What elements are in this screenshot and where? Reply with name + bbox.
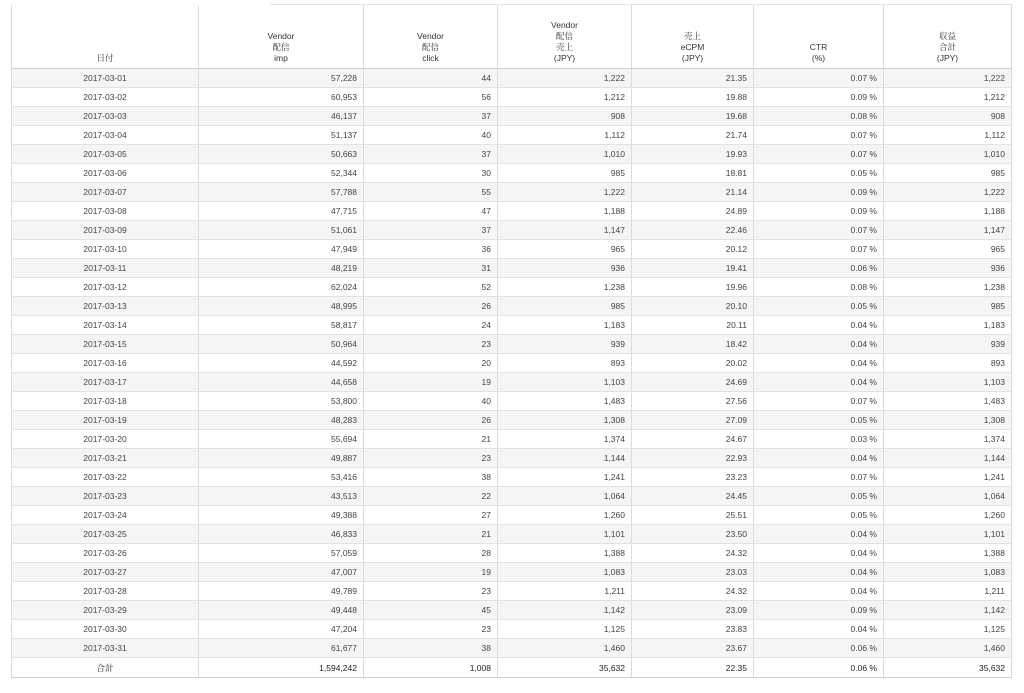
cell-ecpm: 23.83 xyxy=(632,620,754,639)
cell-date: 2017-03-09 xyxy=(12,221,199,240)
cell-ecpm: 20.12 xyxy=(632,240,754,259)
header-date[interactable] xyxy=(12,5,199,69)
cell-ctr: 0.07 % xyxy=(754,126,884,145)
cell-revenue: 1,483 xyxy=(884,392,1012,411)
cell-ctr: 0.08 % xyxy=(754,278,884,297)
cell-date: 2017-03-13 xyxy=(12,297,199,316)
cell-sales: 1,211 xyxy=(498,582,632,601)
cell-revenue: 1,211 xyxy=(884,582,1012,601)
cell-date: 2017-03-12 xyxy=(12,278,199,297)
cell-click: 19 xyxy=(364,563,498,582)
cell-date: 2017-03-14 xyxy=(12,316,199,335)
total-ctr: 0.06 % xyxy=(754,658,884,678)
table-row xyxy=(12,354,1012,373)
cell-click: 38 xyxy=(364,468,498,487)
cell-ecpm: 21.74 xyxy=(632,126,754,145)
cell-revenue: 1,238 xyxy=(884,278,1012,297)
cell-ctr: 0.07 % xyxy=(754,240,884,259)
cell-sales: 1,101 xyxy=(498,525,632,544)
header-line: click xyxy=(422,53,439,63)
cell-imp: 49,388 xyxy=(199,506,364,525)
table-row xyxy=(12,88,1012,107)
table-row xyxy=(12,259,1012,278)
header-line: (%) xyxy=(811,53,826,63)
cell-sales: 1,010 xyxy=(498,145,632,164)
cell-date: 2017-03-17 xyxy=(12,373,199,392)
cell-sales: 965 xyxy=(498,240,632,259)
table-row xyxy=(12,164,1012,183)
cell-ctr: 0.07 % xyxy=(754,145,884,164)
cell-sales: 985 xyxy=(498,164,632,183)
header-line: (JPY) xyxy=(681,53,704,63)
cell-imp: 48,995 xyxy=(199,297,364,316)
cell-sales: 1,112 xyxy=(498,126,632,145)
header-vendor-sales[interactable] xyxy=(498,5,632,69)
cell-ctr: 0.04 % xyxy=(754,449,884,468)
cell-date: 2017-03-18 xyxy=(12,392,199,411)
table-row xyxy=(12,449,1012,468)
cell-imp: 47,204 xyxy=(199,620,364,639)
cell-ecpm: 19.68 xyxy=(632,107,754,126)
cell-revenue: 985 xyxy=(884,164,1012,183)
total-click: 1,008 xyxy=(364,658,498,678)
table-row xyxy=(12,601,1012,620)
cell-revenue: 1,188 xyxy=(884,202,1012,221)
cell-date: 2017-03-01 xyxy=(12,69,199,88)
table-row xyxy=(12,468,1012,487)
header-revenue-total[interactable] xyxy=(884,5,1012,69)
cell-date: 2017-03-26 xyxy=(12,544,199,563)
cell-ctr: 0.09 % xyxy=(754,183,884,202)
cell-date: 2017-03-03 xyxy=(12,107,199,126)
table-row xyxy=(12,145,1012,164)
cell-ctr: 0.05 % xyxy=(754,411,884,430)
cell-revenue: 1,183 xyxy=(884,316,1012,335)
table-row xyxy=(12,411,1012,430)
cell-imp: 49,448 xyxy=(199,601,364,620)
table-row xyxy=(12,544,1012,563)
cell-click: 37 xyxy=(364,221,498,240)
cell-sales: 1,222 xyxy=(498,69,632,88)
cell-ctr: 0.06 % xyxy=(754,259,884,278)
cell-imp: 49,789 xyxy=(199,582,364,601)
header-line: 配信 xyxy=(272,42,290,52)
cell-sales: 1,483 xyxy=(498,392,632,411)
cell-imp: 48,283 xyxy=(199,411,364,430)
header-line: 売上 xyxy=(555,42,573,52)
cell-ecpm: 22.93 xyxy=(632,449,754,468)
cell-click: 21 xyxy=(364,525,498,544)
cell-imp: 52,344 xyxy=(199,164,364,183)
cell-imp: 46,833 xyxy=(199,525,364,544)
header-line: CTR xyxy=(809,42,828,52)
cell-revenue: 1,010 xyxy=(884,145,1012,164)
cell-ctr: 0.06 % xyxy=(754,639,884,658)
cell-date: 2017-03-11 xyxy=(12,259,199,278)
cell-sales: 1,388 xyxy=(498,544,632,563)
cell-revenue: 1,388 xyxy=(884,544,1012,563)
cell-sales: 985 xyxy=(498,297,632,316)
cell-imp: 53,416 xyxy=(199,468,364,487)
cell-click: 20 xyxy=(364,354,498,373)
header-line: 合計 xyxy=(938,42,956,52)
cell-ctr: 0.04 % xyxy=(754,354,884,373)
header-line: 売上 xyxy=(683,31,701,41)
table-row xyxy=(12,316,1012,335)
cell-sales: 1,103 xyxy=(498,373,632,392)
cell-sales: 1,183 xyxy=(498,316,632,335)
cell-date: 2017-03-31 xyxy=(12,639,199,658)
cell-ecpm: 19.88 xyxy=(632,88,754,107)
cell-ctr: 0.07 % xyxy=(754,392,884,411)
cell-click: 21 xyxy=(364,430,498,449)
cell-click: 26 xyxy=(364,411,498,430)
cell-date: 2017-03-05 xyxy=(12,145,199,164)
cell-sales: 1,241 xyxy=(498,468,632,487)
header-line: imp xyxy=(274,53,288,63)
table-header-row xyxy=(12,5,1012,69)
cell-sales: 1,460 xyxy=(498,639,632,658)
cell-ecpm: 24.32 xyxy=(632,544,754,563)
cell-ctr: 0.05 % xyxy=(754,297,884,316)
cell-sales: 1,374 xyxy=(498,430,632,449)
cell-click: 44 xyxy=(364,69,498,88)
table-row xyxy=(12,639,1012,658)
header-ctr[interactable] xyxy=(754,5,884,69)
header-line: 日付 xyxy=(96,53,114,63)
cell-ctr: 0.04 % xyxy=(754,316,884,335)
cell-date: 2017-03-19 xyxy=(12,411,199,430)
cell-date: 2017-03-28 xyxy=(12,582,199,601)
cell-ecpm: 25.51 xyxy=(632,506,754,525)
cell-sales: 1,083 xyxy=(498,563,632,582)
cell-sales: 939 xyxy=(498,335,632,354)
table-row xyxy=(12,240,1012,259)
cell-sales: 1,238 xyxy=(498,278,632,297)
cell-imp: 49,887 xyxy=(199,449,364,468)
cell-revenue: 1,112 xyxy=(884,126,1012,145)
cell-revenue: 939 xyxy=(884,335,1012,354)
cell-ecpm: 24.45 xyxy=(632,487,754,506)
cell-click: 24 xyxy=(364,316,498,335)
cell-revenue: 1,222 xyxy=(884,183,1012,202)
cell-date: 2017-03-06 xyxy=(12,164,199,183)
cell-click: 45 xyxy=(364,601,498,620)
cell-click: 28 xyxy=(364,544,498,563)
cell-revenue: 1,374 xyxy=(884,430,1012,449)
cell-sales: 1,064 xyxy=(498,487,632,506)
cell-ecpm: 18.81 xyxy=(632,164,754,183)
cell-imp: 57,788 xyxy=(199,183,364,202)
cell-sales: 893 xyxy=(498,354,632,373)
cell-click: 23 xyxy=(364,335,498,354)
cell-ctr: 0.04 % xyxy=(754,582,884,601)
header-line: eCPM xyxy=(680,42,705,52)
table-row xyxy=(12,392,1012,411)
cell-ctr: 0.04 % xyxy=(754,373,884,392)
cell-imp: 50,663 xyxy=(199,145,364,164)
cell-revenue: 1,142 xyxy=(884,601,1012,620)
cell-ecpm: 24.32 xyxy=(632,582,754,601)
cell-revenue: 893 xyxy=(884,354,1012,373)
cell-click: 27 xyxy=(364,506,498,525)
cell-date: 2017-03-07 xyxy=(12,183,199,202)
cell-imp: 61,677 xyxy=(199,639,364,658)
cell-revenue: 1,241 xyxy=(884,468,1012,487)
cell-ecpm: 19.41 xyxy=(632,259,754,278)
cell-imp: 58,817 xyxy=(199,316,364,335)
header-line: (JPY) xyxy=(936,53,959,63)
table-row xyxy=(12,525,1012,544)
cell-ecpm: 20.10 xyxy=(632,297,754,316)
cell-ctr: 0.08 % xyxy=(754,107,884,126)
cell-ecpm: 24.69 xyxy=(632,373,754,392)
cell-date: 2017-03-02 xyxy=(12,88,199,107)
cell-click: 19 xyxy=(364,373,498,392)
cell-ctr: 0.05 % xyxy=(754,506,884,525)
cell-imp: 44,658 xyxy=(199,373,364,392)
cell-revenue: 1,147 xyxy=(884,221,1012,240)
cell-click: 23 xyxy=(364,620,498,639)
header-line: 配信 xyxy=(555,31,573,41)
table-row xyxy=(12,563,1012,582)
cell-ctr: 0.04 % xyxy=(754,620,884,639)
table-row xyxy=(12,620,1012,639)
cell-ecpm: 23.03 xyxy=(632,563,754,582)
cell-ctr: 0.07 % xyxy=(754,468,884,487)
cell-click: 31 xyxy=(364,259,498,278)
cell-click: 55 xyxy=(364,183,498,202)
header-line: (JPY) xyxy=(553,53,576,63)
table-row xyxy=(12,126,1012,145)
cell-ctr: 0.04 % xyxy=(754,335,884,354)
cell-date: 2017-03-10 xyxy=(12,240,199,259)
total-revenue: 35,632 xyxy=(884,658,1012,678)
table-row xyxy=(12,221,1012,240)
cell-imp: 48,219 xyxy=(199,259,364,278)
cell-ecpm: 19.93 xyxy=(632,145,754,164)
cell-date: 2017-03-25 xyxy=(12,525,199,544)
cell-imp: 57,059 xyxy=(199,544,364,563)
cell-sales: 1,308 xyxy=(498,411,632,430)
header-vendor-click[interactable] xyxy=(364,5,498,69)
cell-click: 40 xyxy=(364,126,498,145)
cell-sales: 936 xyxy=(498,259,632,278)
cell-ctr: 0.09 % xyxy=(754,88,884,107)
cell-ecpm: 27.09 xyxy=(632,411,754,430)
cell-imp: 46,137 xyxy=(199,107,364,126)
header-line: Vendor xyxy=(267,31,295,41)
cell-ecpm: 24.89 xyxy=(632,202,754,221)
cell-imp: 44,592 xyxy=(199,354,364,373)
cell-ecpm: 21.35 xyxy=(632,69,754,88)
cell-date: 2017-03-08 xyxy=(12,202,199,221)
table-row xyxy=(12,278,1012,297)
cell-ctr: 0.07 % xyxy=(754,69,884,88)
cell-revenue: 1,308 xyxy=(884,411,1012,430)
cell-ecpm: 21.14 xyxy=(632,183,754,202)
cell-sales: 1,142 xyxy=(498,601,632,620)
cell-revenue: 1,083 xyxy=(884,563,1012,582)
cell-imp: 50,964 xyxy=(199,335,364,354)
cell-ecpm: 23.67 xyxy=(632,639,754,658)
header-line: 収益 xyxy=(938,31,956,41)
header-vendor-imp[interactable] xyxy=(199,5,364,69)
cell-click: 52 xyxy=(364,278,498,297)
cell-date: 2017-03-16 xyxy=(12,354,199,373)
cell-date: 2017-03-15 xyxy=(12,335,199,354)
daily-report-table xyxy=(11,5,1012,678)
cell-click: 30 xyxy=(364,164,498,183)
cell-ecpm: 24.67 xyxy=(632,430,754,449)
cell-revenue: 1,101 xyxy=(884,525,1012,544)
cell-revenue: 1,125 xyxy=(884,620,1012,639)
cell-ctr: 0.09 % xyxy=(754,601,884,620)
cell-click: 40 xyxy=(364,392,498,411)
cell-date: 2017-03-21 xyxy=(12,449,199,468)
cell-revenue: 1,260 xyxy=(884,506,1012,525)
cell-ecpm: 23.50 xyxy=(632,525,754,544)
cell-ecpm: 19.96 xyxy=(632,278,754,297)
cell-revenue: 965 xyxy=(884,240,1012,259)
cell-click: 22 xyxy=(364,487,498,506)
cell-ctr: 0.05 % xyxy=(754,487,884,506)
cell-date: 2017-03-29 xyxy=(12,601,199,620)
cell-revenue: 985 xyxy=(884,297,1012,316)
table-row xyxy=(12,69,1012,88)
cell-ecpm: 22.46 xyxy=(632,221,754,240)
cell-sales: 1,222 xyxy=(498,183,632,202)
cell-date: 2017-03-30 xyxy=(12,620,199,639)
cell-imp: 55,694 xyxy=(199,430,364,449)
cell-revenue: 908 xyxy=(884,107,1012,126)
cell-date: 2017-03-24 xyxy=(12,506,199,525)
cell-revenue: 1,222 xyxy=(884,69,1012,88)
cell-ecpm: 27.56 xyxy=(632,392,754,411)
cell-click: 37 xyxy=(364,107,498,126)
header-line: Vendor xyxy=(417,31,444,41)
cell-ecpm: 18.42 xyxy=(632,335,754,354)
table-row xyxy=(12,297,1012,316)
cell-ecpm: 20.02 xyxy=(632,354,754,373)
table-row xyxy=(12,107,1012,126)
cell-click: 37 xyxy=(364,145,498,164)
cell-ctr: 0.09 % xyxy=(754,202,884,221)
cell-revenue: 1,103 xyxy=(884,373,1012,392)
cell-imp: 47,715 xyxy=(199,202,364,221)
cell-ctr: 0.04 % xyxy=(754,563,884,582)
cell-date: 2017-03-22 xyxy=(12,468,199,487)
table-row xyxy=(12,506,1012,525)
cell-date: 2017-03-20 xyxy=(12,430,199,449)
cell-ecpm: 23.23 xyxy=(632,468,754,487)
cell-ecpm: 23.09 xyxy=(632,601,754,620)
cell-ctr: 0.04 % xyxy=(754,525,884,544)
table-body xyxy=(12,69,1012,658)
cell-click: 38 xyxy=(364,639,498,658)
cell-click: 23 xyxy=(364,449,498,468)
cell-sales: 908 xyxy=(498,107,632,126)
cell-click: 26 xyxy=(364,297,498,316)
header-line: 配信 xyxy=(421,42,439,52)
cell-imp: 53,800 xyxy=(199,392,364,411)
cell-revenue: 1,212 xyxy=(884,88,1012,107)
total-label: 合計 xyxy=(12,658,199,678)
cell-ctr: 0.05 % xyxy=(754,164,884,183)
cell-imp: 43,513 xyxy=(199,487,364,506)
header-line: Vendor xyxy=(551,20,578,30)
table-row xyxy=(12,335,1012,354)
cell-click: 23 xyxy=(364,582,498,601)
cell-sales: 1,125 xyxy=(498,620,632,639)
cell-sales: 1,260 xyxy=(498,506,632,525)
cell-imp: 47,949 xyxy=(199,240,364,259)
cell-imp: 47,007 xyxy=(199,563,364,582)
total-imp: 1,594,242 xyxy=(199,658,364,678)
total-ecpm: 22.35 xyxy=(632,658,754,678)
cell-date: 2017-03-23 xyxy=(12,487,199,506)
table-row xyxy=(12,202,1012,221)
cell-ecpm: 20.11 xyxy=(632,316,754,335)
total-row xyxy=(12,658,1012,678)
cell-sales: 1,147 xyxy=(498,221,632,240)
cell-imp: 60,953 xyxy=(199,88,364,107)
cell-click: 56 xyxy=(364,88,498,107)
cell-ctr: 0.07 % xyxy=(754,221,884,240)
header-sales-ecpm[interactable] xyxy=(632,5,754,69)
table-row xyxy=(12,183,1012,202)
cell-click: 36 xyxy=(364,240,498,259)
cell-revenue: 936 xyxy=(884,259,1012,278)
cell-sales: 1,144 xyxy=(498,449,632,468)
cell-date: 2017-03-27 xyxy=(12,563,199,582)
table-row xyxy=(12,430,1012,449)
total-sales: 35,632 xyxy=(498,658,632,678)
cell-revenue: 1,460 xyxy=(884,639,1012,658)
cell-ctr: 0.03 % xyxy=(754,430,884,449)
cell-ctr: 0.04 % xyxy=(754,544,884,563)
cell-imp: 57,228 xyxy=(199,69,364,88)
cell-date: 2017-03-04 xyxy=(12,126,199,145)
table-row xyxy=(12,373,1012,392)
cell-sales: 1,212 xyxy=(498,88,632,107)
cell-imp: 51,061 xyxy=(199,221,364,240)
table-row xyxy=(12,582,1012,601)
cell-imp: 62,024 xyxy=(199,278,364,297)
cell-sales: 1,188 xyxy=(498,202,632,221)
cell-revenue: 1,064 xyxy=(884,487,1012,506)
table-row xyxy=(12,487,1012,506)
cell-revenue: 1,144 xyxy=(884,449,1012,468)
cell-click: 47 xyxy=(364,202,498,221)
cell-imp: 51,137 xyxy=(199,126,364,145)
